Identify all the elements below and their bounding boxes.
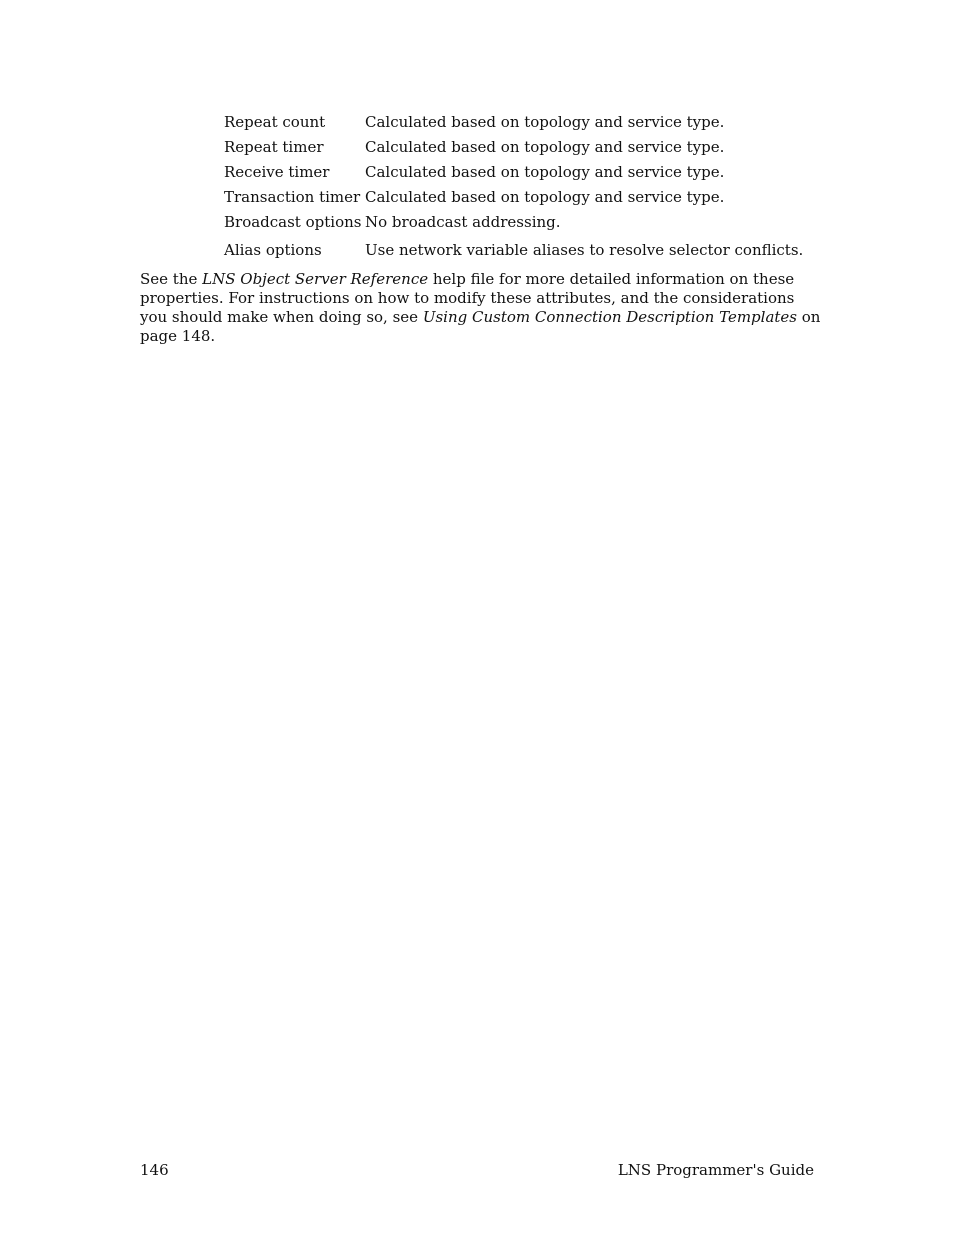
property-name: Receive timer: [224, 163, 330, 181]
property-name: Transaction timer: [224, 188, 361, 206]
paragraph-line-1: [140, 270, 800, 289]
property-value: Use network variable aliases to resolve selector conflicts.: [365, 241, 804, 259]
property-value: Calculated based on topology and service type.: [365, 113, 725, 131]
property-value: Calculated based on topology and service type.: [365, 163, 725, 181]
body-paragraph: [140, 270, 821, 346]
book-title: LNS Programmer's Guide: [617, 1161, 814, 1179]
cross-reference-link: Using Custom Connection Description Templates: [422, 308, 797, 326]
paragraph-line-4: page 148.: [140, 327, 216, 345]
property-row-transaction-timer: [224, 186, 824, 211]
paragraph-text: See the: [140, 270, 203, 288]
property-name: Repeat timer: [224, 138, 324, 156]
paragraph-line-3: [140, 308, 821, 327]
property-row-repeat-timer: [224, 136, 824, 161]
property-row-repeat-count: [224, 111, 824, 136]
paragraph-text: on: [797, 308, 821, 326]
reference-title: LNS Object Server Reference: [202, 270, 429, 288]
property-value: Calculated based on topology and service type.: [365, 138, 725, 156]
property-value: No broadcast addressing.: [365, 213, 561, 231]
property-name: Alias options: [224, 241, 322, 259]
paragraph-line-2: properties. For instructions on how to modify these attributes, and the considerations: [140, 289, 795, 307]
paragraph-text: help file for more detailed information on these: [428, 270, 795, 288]
property-row-receive-timer: [224, 161, 824, 186]
property-table: [224, 111, 824, 264]
property-row-broadcast-options: [224, 211, 824, 236]
property-value: Calculated based on topology and service type.: [365, 188, 725, 206]
property-name: Repeat count: [224, 113, 326, 131]
page-number: 146: [140, 1161, 169, 1179]
property-name: Broadcast options: [224, 213, 362, 231]
property-row-alias-options: [224, 239, 824, 264]
paragraph-text: you should make when doing so, see: [140, 308, 423, 326]
